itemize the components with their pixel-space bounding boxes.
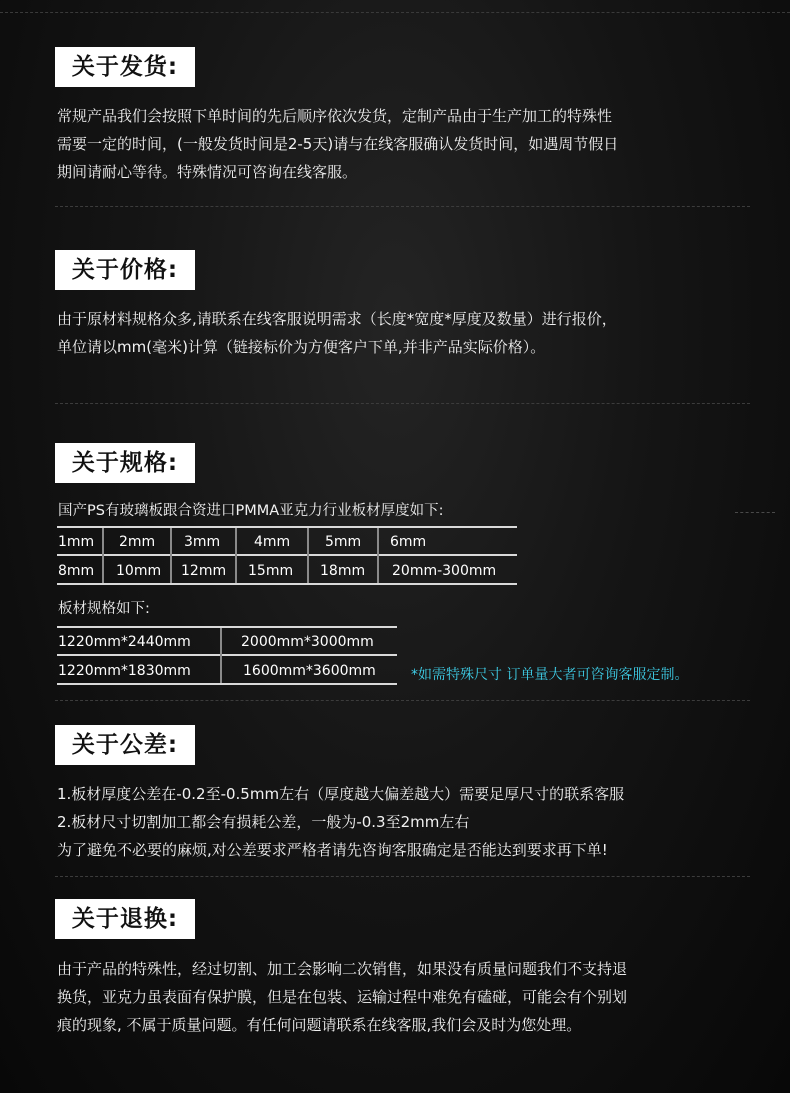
- section-divider: [55, 403, 750, 404]
- table-col-sep: [377, 528, 379, 583]
- section-divider: [55, 876, 750, 877]
- thickness-cell: 20mm-300mm: [392, 563, 497, 579]
- price-text: [57, 305, 617, 361]
- section-divider: [55, 700, 750, 701]
- table-rule: [57, 626, 397, 628]
- section-divider: [55, 206, 750, 207]
- table-rule: [57, 683, 397, 685]
- table-col-sep: [102, 528, 104, 583]
- shipping-heading: 关于发货:: [55, 47, 195, 87]
- price-line: 由于原材料规格众多,请联系在线客服说明需求（长度*宽度*厚度及数量）进行报价，: [57, 310, 617, 328]
- spec-intro: 国产PS有玻璃板跟合资进口PMMA亚克力行业板材厚度如下:: [58, 503, 444, 519]
- thickness-cell: 12mm: [181, 563, 227, 579]
- thickness-table: [57, 526, 517, 586]
- thickness-cell: 5mm: [325, 534, 362, 550]
- edge-divider: [735, 512, 775, 513]
- thickness-cell: 1mm: [58, 534, 95, 550]
- returns-line: 由于产品的特殊性，经过切割、加工会影响二次销售，如果没有质量问题我们不支持退: [57, 960, 628, 978]
- tolerance-heading: 关于公差:: [55, 725, 195, 765]
- thickness-cell: 6mm: [390, 534, 427, 550]
- returns-text: [57, 955, 627, 1039]
- tolerance-line: 为了避免不必要的麻烦,对公差要求严格者请先咨询客服确定是否能达到要求再下单!: [57, 841, 608, 859]
- table-col-sep: [235, 528, 237, 583]
- shipping-line: 常规产品我们会按照下单时间的先后顺序依次发货，定制产品由于生产加工的特殊性: [57, 107, 613, 125]
- tolerance-line: 1.板材厚度公差在-0.2至-0.5mm左右（厚度越大偏差越大）需要足厚尺寸的联系客服: [57, 785, 625, 803]
- table-col-sep: [220, 628, 222, 683]
- table-rule: [57, 654, 397, 656]
- thickness-cell: 15mm: [248, 563, 294, 579]
- returns-line: 痕的现象, 不属于质量问题。有任何问题请联系在线客服,我们会及时为您处理。: [57, 1016, 582, 1034]
- thickness-cell: 3mm: [184, 534, 221, 550]
- size-cell: 1220mm*2440mm: [58, 634, 191, 650]
- table-rule: [57, 583, 517, 585]
- thickness-cell: 4mm: [254, 534, 291, 550]
- size-table: [57, 626, 397, 686]
- shipping-line: 需要一定的时间，(一般发货时间是2-5天)请与在线客服确认发货时间，如遇周节假日: [57, 135, 619, 153]
- shipping-line: 期间请耐心等待。特殊情况可咨询在线客服。: [57, 163, 358, 181]
- thickness-cell: 8mm: [58, 563, 95, 579]
- size-cell: 1600mm*3600mm: [243, 663, 376, 679]
- top-divider: [0, 12, 790, 13]
- shipping-text: [57, 102, 618, 186]
- table-col-sep: [170, 528, 172, 583]
- tolerance-line: 2.板材尺寸切割加工都会有损耗公差，一般为-0.3至2mm左右: [57, 813, 470, 831]
- returns-heading: 关于退换:: [55, 899, 195, 939]
- tolerance-text: [57, 780, 624, 864]
- size-cell: 1220mm*1830mm: [58, 663, 191, 679]
- table-rule: [57, 554, 517, 556]
- custom-size-note: *如需特殊尺寸 订单量大者可咨询客服定制。: [411, 667, 689, 683]
- returns-line: 换货，亚克力虽表面有保护膜，但是在包装、运输过程中难免有磕碰，可能会有个别划: [57, 988, 628, 1006]
- thickness-cell: 2mm: [119, 534, 156, 550]
- price-heading: 关于价格:: [55, 250, 195, 290]
- thickness-cell: 10mm: [116, 563, 162, 579]
- table-rule: [57, 526, 517, 528]
- table-col-sep: [307, 528, 309, 583]
- size-intro: 板材规格如下:: [58, 601, 150, 617]
- price-line: 单位请以mm(毫米)计算（链接标价为方便客户下单,并非产品实际价格）。: [57, 338, 546, 356]
- spec-heading: 关于规格:: [55, 443, 195, 483]
- thickness-cell: 18mm: [320, 563, 366, 579]
- size-cell: 2000mm*3000mm: [241, 634, 374, 650]
